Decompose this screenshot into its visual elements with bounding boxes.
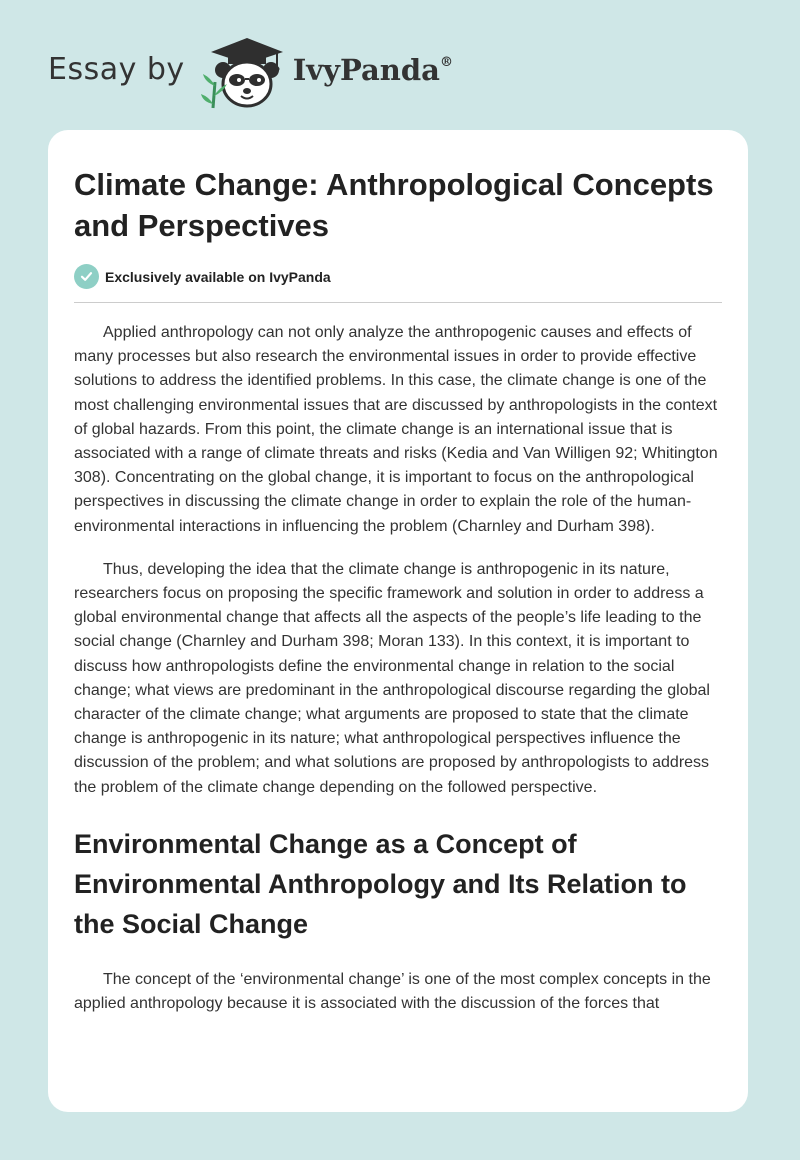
brand-name[interactable]: IvyPanda® — [292, 53, 453, 87]
section-paragraph: The concept of the ‘environmental change’ is one of the most complex concepts in the applied anthropology because it is associated with the discussion of the forces that — [74, 970, 711, 1013]
registered-mark: ® — [439, 55, 453, 70]
exclusive-badge — [74, 264, 722, 289]
body-paragraph-2: Thus, developing the idea that the climate change is anthropogenic in its nature, researchers focus on proposing the specific framework and solution in order to address a global environmental change that affects all the aspects of the people’s life leading to the social change (Charnley and Durham 398; Moran 133). In this context, it is important to discuss how anthropologists define the environmental change in relation to the social change; what views are predominant in the anthropological discourse regarding the global character of the climate change; what arguments are proposed to state that the climate change is anthropogenic in its nature; what anthropological perspectives influence the discussion of the problem; and what solutions are proposed by anthropologists to address the problem of the climate change depending on the followed perspective. — [74, 560, 710, 796]
body-paragraph-1: Applied anthropology can not only analyze the anthropogenic causes and effects of many processes but also research the environmental issues in order to provide effective solutions to address the identified problems. In this case, the climate change is one of the most challenging environmental issues that are discussed by anthropologists in the context of global hazards. From this point, the climate change is an international issue that is associated with a range of climate threats and risks (Kedia and Van Willigen 92; Whitington 308). Concentrating on the global change, it is important to focus on the anthropological perspectives in discussing the climate change in order to explain the role of the human-environmental interactions in influencing the problem (Charnley and Durham 398). — [74, 324, 718, 535]
brand-header — [48, 34, 453, 110]
divider — [74, 302, 722, 303]
section-heading: Environmental Change as a Concept of Environmental Anthropology and Its Relation to the Social Change — [74, 828, 687, 939]
check-icon — [74, 264, 99, 289]
exclusive-text: Exclusively available on IvyPanda — [105, 268, 331, 285]
panda-logo-icon[interactable] — [201, 34, 287, 110]
brand-prefix: Essay by — [48, 51, 185, 87]
page-title: Climate Change: Anthropological Concepts and Perspectives — [74, 167, 714, 243]
essay-card — [48, 130, 748, 1112]
